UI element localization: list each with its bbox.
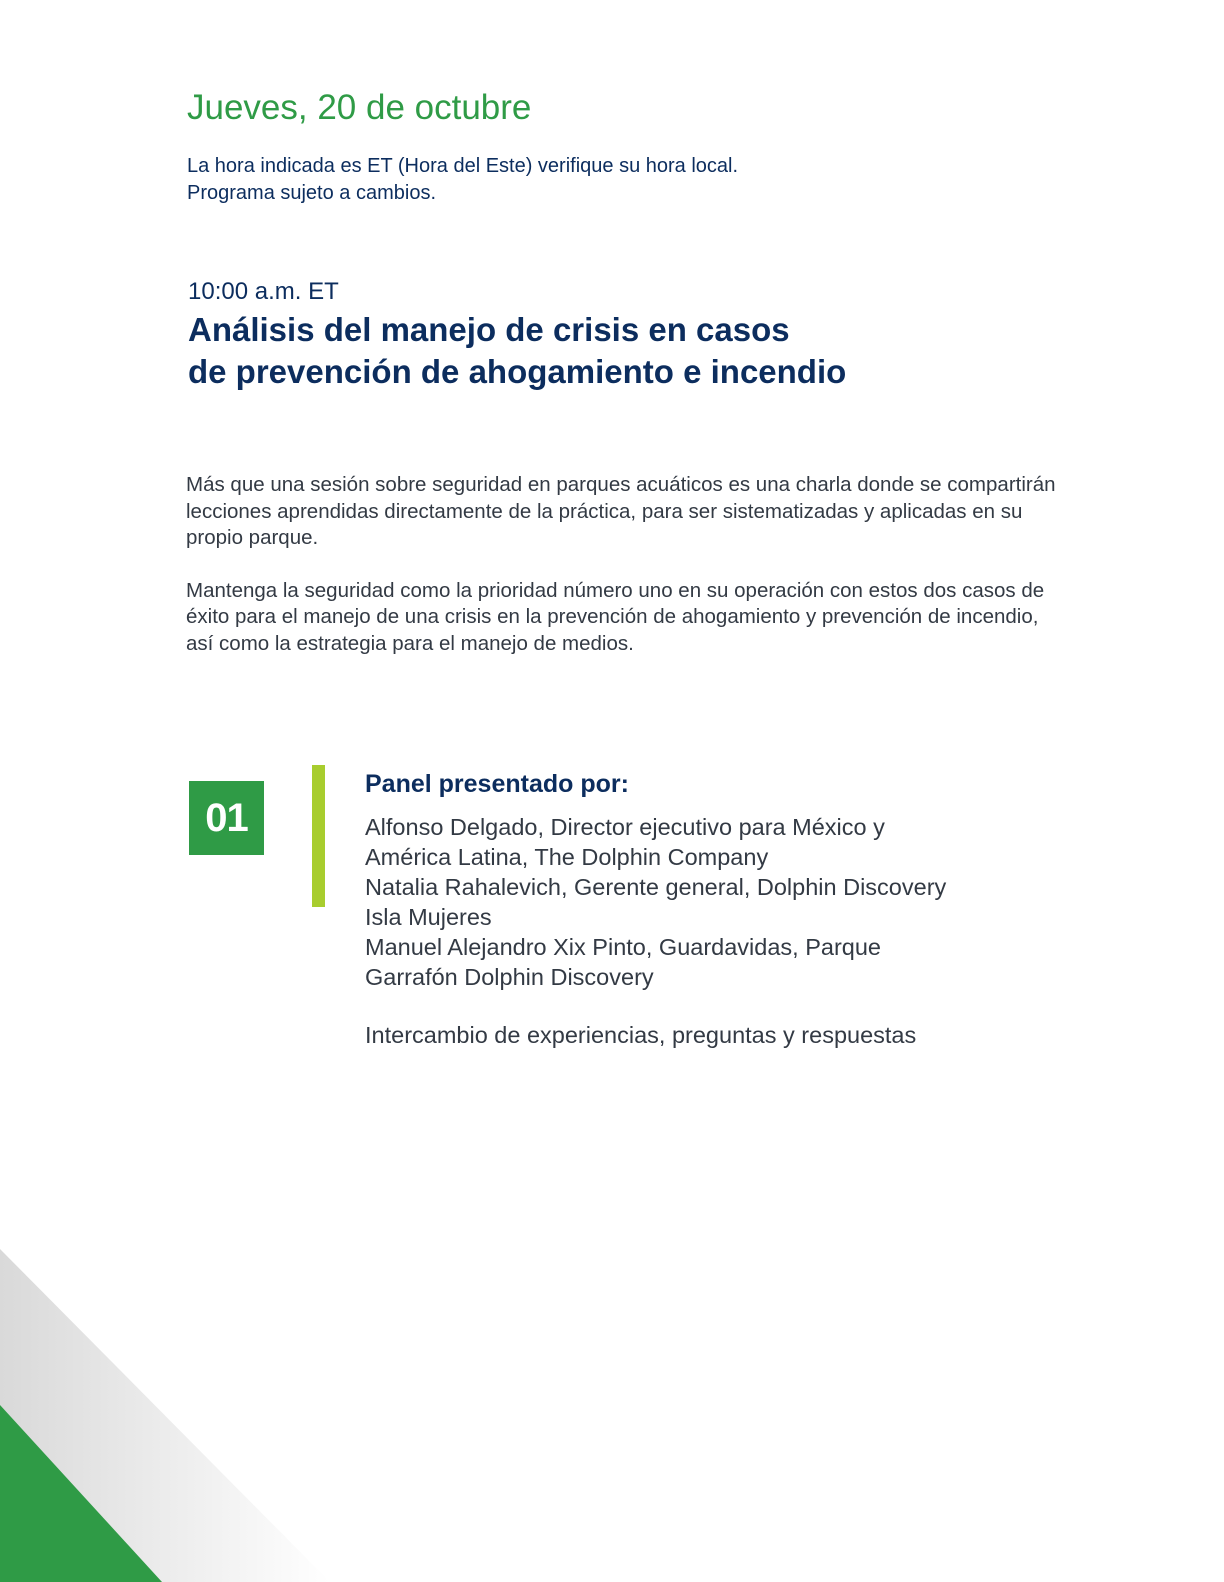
date-heading: Jueves, 20 de octubre (187, 88, 532, 127)
presenter-line: Garrafón Dolphin Discovery (365, 964, 654, 990)
session-title-line-1 (188, 309, 846, 351)
presenter-line: Manuel Alejandro Xix Pinto, Guardavidas, Parque (365, 934, 882, 960)
session-title-tail: en casos (639, 311, 790, 348)
presenter-line: América Latina, The Dolphin Company (365, 844, 769, 870)
panel-number-badge (189, 781, 264, 855)
session-title-line-2: de prevención de ahogamiento e incendio (188, 353, 847, 390)
description-paragraph: Mantenga la seguridad como la prioridad número uno en su operación con estos dos casos de éxito para el manejo de una crisis en la prevención de ahogamiento y prevención de incendio, así como la estrategia para el manejo de medios. (186, 578, 1045, 655)
session-title (188, 309, 846, 393)
session-description (186, 472, 1056, 683)
session-time: 10:00 a.m. ET (188, 278, 339, 305)
timezone-note (187, 153, 738, 207)
presenter-line: Isla Mujeres (365, 904, 492, 930)
schedule-change-note: Programa sujeto a cambios. (187, 182, 437, 204)
description-paragraph: Más que una sesión sobre seguridad en parques acuáticos es una charla donde se compartirán lecciones aprendidas directamente de la práctica, para ser sistematizadas y aplicadas en su propio parque. (186, 473, 1056, 549)
presenter-line: Natalia Rahalevich, Gerente general, Dolphin Discovery (365, 874, 947, 900)
presenter-list (365, 812, 1055, 992)
corner-decoration (0, 1242, 330, 1582)
panel-footer-note: Intercambio de experiencias, preguntas y respuestas (365, 1022, 917, 1048)
timezone-note-line: La hora indicada es ET (Hora del Este) verifique su hora local. (187, 155, 739, 177)
panel-divider-bar (312, 765, 325, 907)
session-title-emphasis: manejo de crisis (380, 311, 640, 348)
presenter-line: Alfonso Delgado, Director ejecutivo para México y (365, 814, 885, 840)
panel-number: 01 (205, 795, 248, 840)
session-title-lead: Análisis del (188, 311, 381, 348)
panel-heading: Panel presentado por: (365, 770, 629, 798)
